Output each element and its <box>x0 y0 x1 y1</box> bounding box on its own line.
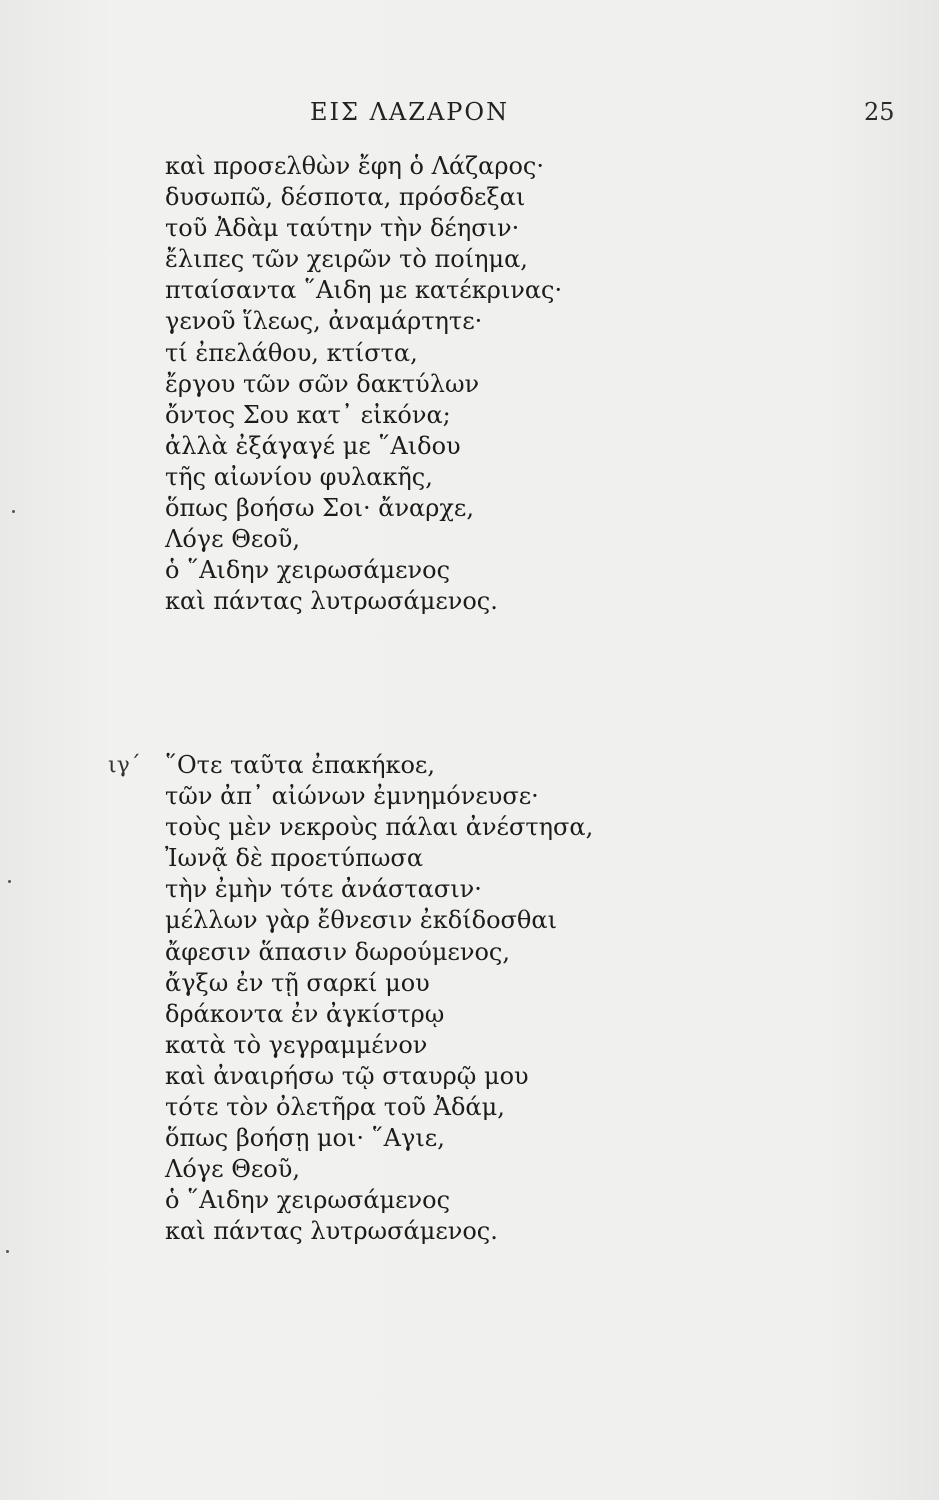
verse-line: τότε τὸν ὀλετῆρα τοῦ Ἀδάμ, <box>165 1093 505 1122</box>
verse-line: ῞Οτε ταῦτα ἐπακήκοε, <box>165 751 435 779</box>
stanza-2 <box>165 750 593 1248</box>
margin-speck <box>6 1250 9 1253</box>
running-header-title: ΕΙΣ ΛΑΖΑΡΟΝ <box>310 98 510 126</box>
verse-line: τὴν ἐμὴν τότε ἀνάστασιν· <box>165 875 482 904</box>
verse-line: Ἰωνᾷ δὲ προετύπωσα <box>165 844 424 873</box>
verse-line: τί ἐπελάθου, κτίστα, <box>165 338 418 367</box>
verse-line: καὶ προσελθὼν ἔφη ὁ Λάζαρος· <box>165 152 544 180</box>
verse-line: ἄγξω ἐν τῇ σαρκί μου <box>165 968 430 997</box>
verse-line: γενοῦ ἵλεως, ἀναμάρτητε· <box>165 307 483 336</box>
stanza-number: ιγ´ <box>108 753 141 778</box>
verse-line: μέλλων γὰρ ἔθνεσιν ἐκδίδοσθαι <box>165 906 557 935</box>
verse-line: τοὺς μὲν νεκροὺς πάλαι ἀνέστησα, <box>165 813 594 842</box>
margin-speck <box>8 880 11 883</box>
verse-line: Λόγε Θεοῦ, <box>165 525 300 554</box>
verse-line: ὅπως βοήσω Σοι· ἄναρχε, <box>165 494 474 523</box>
verse-line: δυσωπῶ, δέσποτα, πρόσδεξαι <box>165 183 526 212</box>
verse-line: κατὰ τὸ γεγραμμένον <box>165 1030 428 1059</box>
verse-line: ἔλιπες τῶν χειρῶν τὸ ποίημα, <box>165 245 528 274</box>
verse-line: ὅπως βοήσῃ μοι· ῞Αγιε, <box>165 1124 445 1153</box>
verse-line: ὁ ῞Αιδην χειρωσάμενος <box>165 1186 451 1215</box>
verse-line: τῶν ἀπ᾽ αἰώνων ἐμνημόνευσε· <box>165 782 539 811</box>
verse-line: καὶ ἀναιρήσω τῷ σταυρῷ μου <box>165 1061 529 1090</box>
verse-line: πταίσαντα ῞Αιδη με κατέκρινας· <box>165 276 563 305</box>
verse-line: ὁ ῞Αιδην χειρωσάμενος <box>165 556 451 585</box>
verse-line: τοῦ Ἀδὰμ ταύτην τὴν δέησιν· <box>165 214 520 243</box>
verse-line: ἔργου τῶν σῶν δακτύλων <box>165 369 480 398</box>
page-number: 25 <box>864 98 895 126</box>
verse-line: Λόγε Θεοῦ, <box>165 1155 300 1184</box>
verse-line: τῆς αἰωνίου φυλακῆς, <box>165 462 433 491</box>
verse-line: ὄντος Σου κατ᾽ εἰκόνα; <box>165 400 451 429</box>
stanza-1 <box>165 151 562 617</box>
verse-line: καὶ πάντας λυτρωσάμενος. <box>165 1217 498 1246</box>
verse-line: ἀλλὰ ἐξάγαγέ με ῞Αιδου <box>165 431 461 460</box>
verse-line: καὶ πάντας λυτρωσάμενος. <box>165 587 498 616</box>
verse-line: δράκοντα ἐν ἀγκίστρῳ <box>165 999 445 1028</box>
verse-line: ἄφεσιν ἅπασιν δωρούμενος, <box>165 937 510 966</box>
margin-speck <box>12 510 15 513</box>
